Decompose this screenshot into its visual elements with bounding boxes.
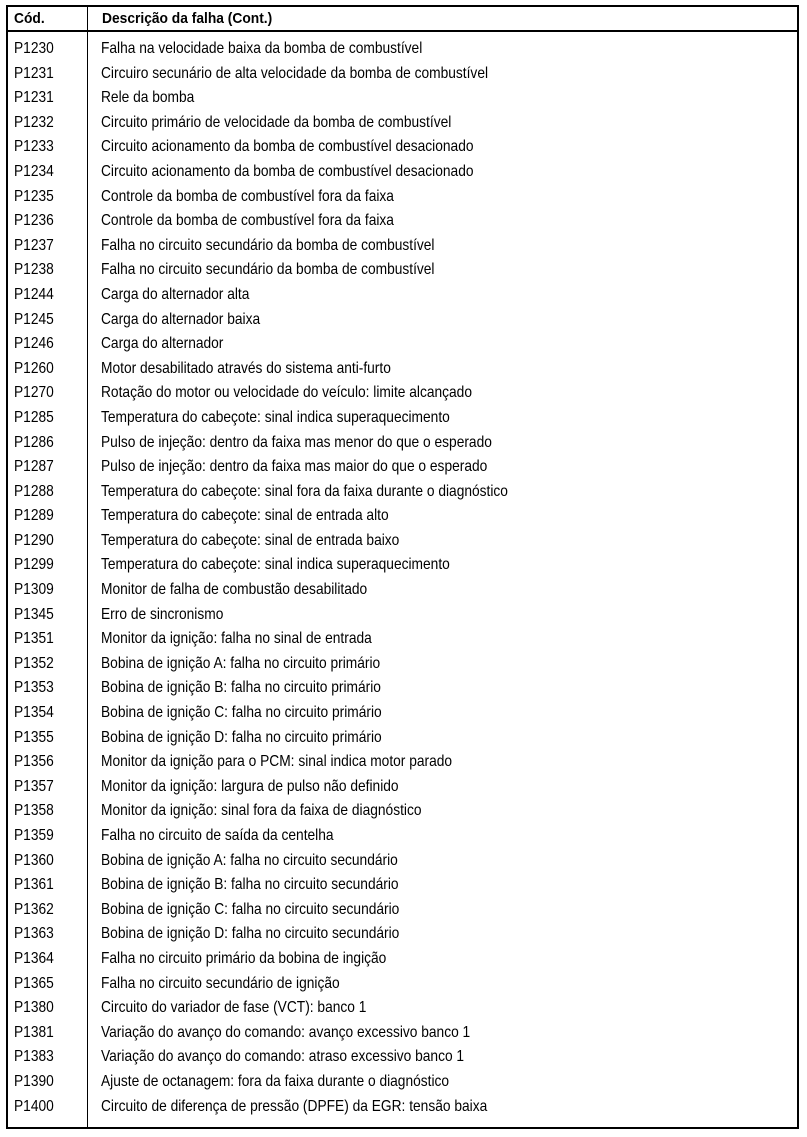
table-row — [8, 209, 797, 234]
fault-code: P1400 — [14, 1097, 54, 1115]
fault-code: P1357 — [14, 777, 54, 795]
fault-description: Controle da bomba de combustível fora da faixa — [101, 187, 394, 205]
fault-code: P1286 — [14, 433, 54, 451]
fault-code: P1383 — [14, 1048, 54, 1066]
table-row — [8, 1021, 797, 1046]
table-row — [8, 62, 797, 87]
fault-description: Circuito de diferença de pressão (DPFE) da EGR: tensão baixa — [101, 1097, 488, 1115]
fault-description: Falha no circuito secundário da bomba de combustível — [101, 261, 435, 279]
fault-description: Carga do alternador baixa — [101, 310, 261, 328]
table-body — [8, 37, 797, 1119]
table-row — [8, 947, 797, 972]
fault-code: P1381 — [14, 1023, 54, 1041]
fault-code: P1345 — [14, 605, 54, 623]
fault-description: Bobina de ignição A: falha no circuito secundário — [101, 851, 398, 869]
table-row — [8, 676, 797, 701]
table-row — [8, 135, 797, 160]
fault-description: Controle da bomba de combustível fora da faixa — [101, 212, 394, 230]
fault-code: P1309 — [14, 581, 54, 599]
fault-description: Variação do avanço do comando: avanço excessivo banco 1 — [101, 1023, 471, 1041]
fault-description: Circuito acionamento da bomba de combustível desacionado — [101, 162, 474, 180]
table-row — [8, 701, 797, 726]
fault-code: P1289 — [14, 507, 54, 525]
fault-code: P1364 — [14, 949, 54, 967]
fault-description: Falha na velocidade baixa da bomba de combustível — [101, 40, 423, 57]
fault-description: Temperatura do cabeçote: sinal de entrada baixo — [101, 531, 400, 549]
table-row — [8, 750, 797, 775]
table-row — [8, 627, 797, 652]
table-row — [8, 849, 797, 874]
table-row — [8, 529, 797, 554]
table-row — [8, 799, 797, 824]
fault-description: Pulso de injeção: dentro da faixa mas maior do que o esperado — [101, 458, 488, 476]
fault-description: Monitor da ignição: sinal fora da faixa de diagnóstico — [101, 802, 422, 820]
table-row — [8, 996, 797, 1021]
fault-description: Bobina de ignição B: falha no circuito primário — [101, 679, 381, 697]
fault-code: P1361 — [14, 876, 54, 894]
fault-code: P1359 — [14, 827, 54, 844]
fault-code: P1287 — [14, 458, 54, 476]
fault-description: Bobina de ignição B: falha no circuito secundário — [101, 876, 399, 894]
table-row — [8, 357, 797, 382]
fault-code: P1290 — [14, 531, 54, 549]
fault-code: P1362 — [14, 900, 54, 918]
table-row — [8, 86, 797, 111]
table-header — [8, 7, 797, 32]
fault-description: Circuiro secunário de alta velocidade da bomba de combustível — [101, 64, 489, 82]
fault-code: P1380 — [14, 999, 54, 1017]
fault-code: P1260 — [14, 359, 54, 377]
table-row — [8, 824, 797, 849]
table-row — [8, 283, 797, 308]
fault-description: Circuito acionamento da bomba de combustível desacionado — [101, 138, 474, 156]
fault-code: P1232 — [14, 113, 54, 131]
table-row — [8, 775, 797, 800]
fault-description: Falha no circuito secundário de ignição — [101, 974, 340, 992]
fault-description: Bobina de ignição C: falha no circuito secundário — [101, 900, 400, 918]
fault-code: P1231 — [14, 64, 54, 82]
fault-code: P1354 — [14, 704, 54, 722]
header-description: Descrição da falha (Cont.) — [102, 10, 273, 27]
table-row — [8, 652, 797, 677]
fault-description: Falha no circuito de saída da centelha — [101, 827, 334, 844]
fault-description: Circuito primário de velocidade da bomba de combustível — [101, 113, 452, 131]
fault-code: P1363 — [14, 925, 54, 943]
table-row — [8, 381, 797, 406]
fault-code: P1352 — [14, 654, 54, 672]
table-row — [8, 873, 797, 898]
fault-code: P1360 — [14, 851, 54, 869]
fault-code: P1238 — [14, 261, 54, 279]
fault-code: P1365 — [14, 974, 54, 992]
fault-description: Temperatura do cabeçote: sinal indica superaquecimento — [101, 408, 450, 426]
fault-description: Temperatura do cabeçote: sinal fora da faixa durante o diagnóstico — [101, 482, 508, 500]
table-row — [8, 111, 797, 136]
fault-description: Circuito do variador de fase (VCT): banco 1 — [101, 999, 367, 1017]
fault-code: P1244 — [14, 285, 54, 303]
fault-code: P1353 — [14, 679, 54, 697]
fault-code: P1231 — [14, 89, 54, 107]
fault-code: P1230 — [14, 40, 54, 57]
fault-description: Erro de sincronismo — [101, 605, 224, 623]
table-row — [8, 603, 797, 628]
table-row — [8, 455, 797, 480]
fault-code: P1234 — [14, 162, 54, 180]
fault-description: Bobina de ignição D: falha no circuito primário — [101, 728, 382, 746]
table-row — [8, 726, 797, 751]
fault-description: Falha no circuito primário da bobina de ingição — [101, 949, 387, 967]
header-code: Cód. — [14, 10, 45, 27]
table-row — [8, 185, 797, 210]
fault-code: P1235 — [14, 187, 54, 205]
table-row — [8, 553, 797, 578]
fault-description: Falha no circuito secundário da bomba de combustível — [101, 236, 435, 254]
fault-description: Monitor da ignição para o PCM: sinal indica motor parado — [101, 753, 453, 771]
table-row — [8, 406, 797, 431]
fault-description: Pulso de injeção: dentro da faixa mas menor do que o esperado — [101, 433, 492, 451]
fault-code: P1236 — [14, 212, 54, 230]
table-row — [8, 922, 797, 947]
fault-description: Bobina de ignição A: falha no circuito primário — [101, 654, 381, 672]
table-row — [8, 37, 797, 62]
fault-code: P1237 — [14, 236, 54, 254]
fault-code: P1270 — [14, 384, 54, 402]
fault-description: Temperatura do cabeçote: sinal de entrada alto — [101, 507, 389, 525]
fault-code: P1299 — [14, 556, 54, 574]
table-row — [8, 972, 797, 997]
table-row — [8, 308, 797, 333]
table-row — [8, 258, 797, 283]
fault-code: P1245 — [14, 310, 54, 328]
table-row — [8, 1070, 797, 1095]
table-row — [8, 898, 797, 923]
fault-code: P1285 — [14, 408, 54, 426]
table-row — [8, 578, 797, 603]
fault-description: Monitor de falha de combustão desabilitado — [101, 581, 368, 599]
fault-code: P1246 — [14, 335, 54, 353]
fault-description: Rotação do motor ou velocidade do veículo: limite alcançado — [101, 384, 472, 402]
fault-code: P1390 — [14, 1072, 54, 1090]
fault-description: Rele da bomba — [101, 89, 195, 107]
table-row — [8, 332, 797, 357]
fault-description: Carga do alternador — [101, 335, 224, 353]
fault-code: P1355 — [14, 728, 54, 746]
table-row — [8, 1045, 797, 1070]
fault-description: Variação do avanço do comando: atraso excessivo banco 1 — [101, 1048, 465, 1066]
fault-description: Ajuste de octanagem: fora da faixa durante o diagnóstico — [101, 1072, 450, 1090]
fault-description: Bobina de ignição D: falha no circuito secundário — [101, 925, 400, 943]
fault-description: Temperatura do cabeçote: sinal indica superaquecimento — [101, 556, 450, 574]
table-row — [8, 431, 797, 456]
fault-description: Motor desabilitado através do sistema anti-furto — [101, 359, 391, 377]
fault-code: P1288 — [14, 482, 54, 500]
table-row — [8, 480, 797, 505]
table-row — [8, 504, 797, 529]
fault-code: P1356 — [14, 753, 54, 771]
table-row — [8, 234, 797, 259]
table-row — [8, 160, 797, 185]
fault-description: Monitor da ignição: falha no sinal de entrada — [101, 630, 372, 648]
fault-description: Bobina de ignição C: falha no circuito primário — [101, 704, 382, 722]
fault-description: Carga do alternador alta — [101, 285, 250, 303]
fault-code: P1351 — [14, 630, 54, 648]
table-row — [8, 1095, 797, 1120]
fault-code: P1358 — [14, 802, 54, 820]
fault-code-table — [6, 5, 799, 1129]
fault-description: Monitor da ignição: largura de pulso não definido — [101, 777, 399, 795]
fault-code: P1233 — [14, 138, 54, 156]
